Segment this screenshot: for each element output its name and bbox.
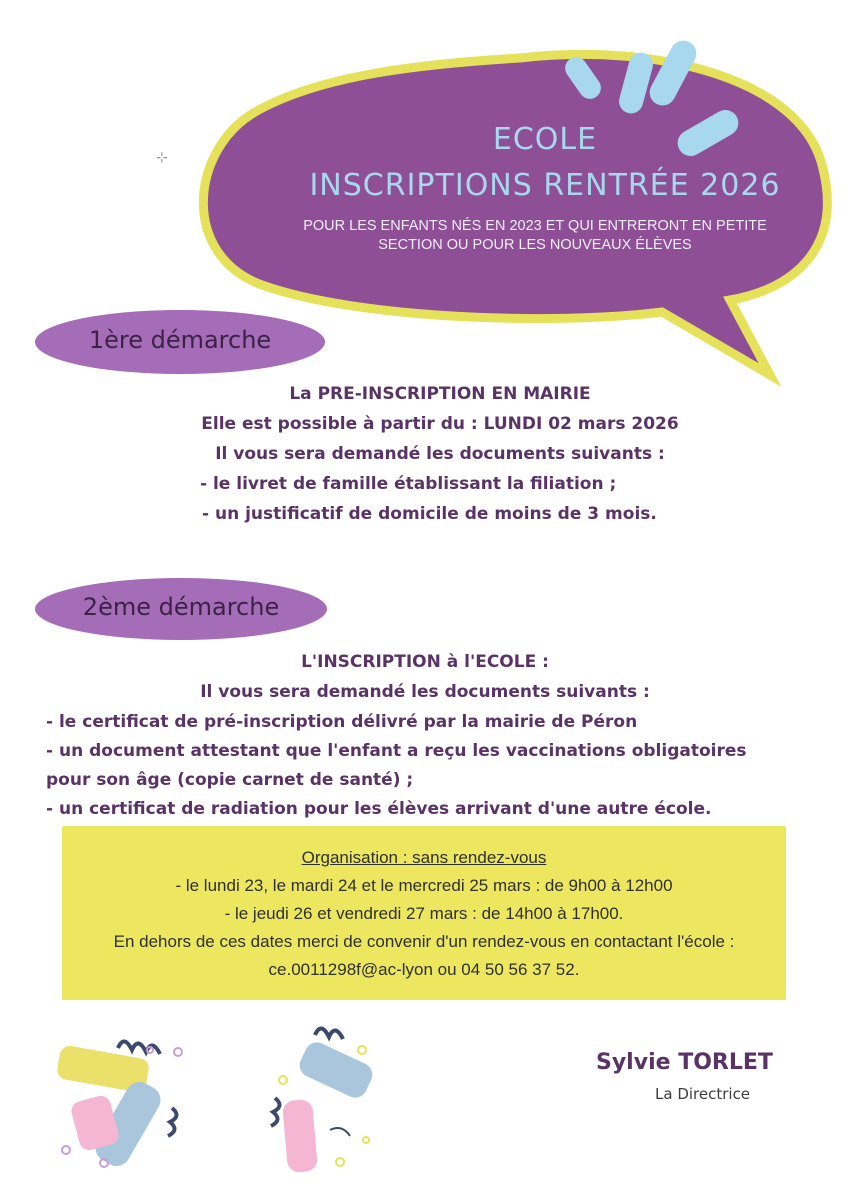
step1-line-4: - le livret de famille établissant la filiation ; (200, 474, 617, 494)
step2-line-6: - un certificat de radiation pour les élèves arrivant d'une autre école. (46, 799, 712, 819)
crosshair-icon: ⊹ (156, 150, 168, 166)
step1-line-2: Elle est possible à partir du : LUNDI 02 mars 2026 (201, 414, 679, 434)
organisation-contact: ce.0011298f@ac-lyon ou 04 50 56 37 52. (268, 960, 580, 979)
step2-line-1: L'INSCRIPTION à l'ECOLE : (301, 652, 549, 672)
chalk-pieces-icon (56, 1041, 182, 1171)
step1-line-1: La PRE-INSCRIPTION EN MAIRIE (289, 384, 591, 404)
step2-line-2: Il vous sera demandé les documents suivants : (200, 682, 650, 702)
organisation-line-3: En dehors de ces dates merci de convenir d'un rendez-vous en contactant l'école : (113, 932, 735, 951)
step2-line-5: pour son âge (copie carnet de santé) ; (46, 770, 414, 790)
organisation-line-1: - le lundi 23, le mardi 24 et le mercredi 25 mars : de 9h00 à 12h00 (175, 876, 673, 895)
signature-role: La Directrice (655, 1085, 751, 1103)
subtitle-line-2: SECTION OU POUR LES NOUVEAUX ÉLÈVES (378, 237, 692, 253)
organisation-heading: Organisation : sans rendez-vous (301, 848, 547, 867)
page-title: INSCRIPTIONS RENTRÉE 2026 (309, 168, 781, 203)
step1-label: 1ère démarche (35, 310, 325, 374)
step2-label: 2ème démarche (35, 578, 327, 640)
chalk-pieces-icon (271, 1028, 376, 1173)
step1-line-5: - un justificatif de domicile de moins de 3 mois. (202, 504, 657, 524)
organisation-box (62, 826, 786, 1000)
title-school: ECOLE (492, 122, 598, 157)
step1-line-3: Il vous sera demandé les documents suivants : (215, 444, 665, 464)
organisation-line-2: - le jeudi 26 et vendredi 27 mars : de 14h00 à 17h00. (224, 904, 624, 923)
step2-line-4: - un document attestant que l'enfant a reçu les vaccinations obligatoires (46, 741, 747, 761)
subtitle-line-1: POUR LES ENFANTS NÉS EN 2023 ET QUI ENTRERONT EN PETITE (303, 218, 767, 234)
signature-name: Sylvie TORLET (596, 1050, 773, 1075)
step2-line-3: - le certificat de pré-inscription délivré par la mairie de Péron (46, 712, 638, 732)
